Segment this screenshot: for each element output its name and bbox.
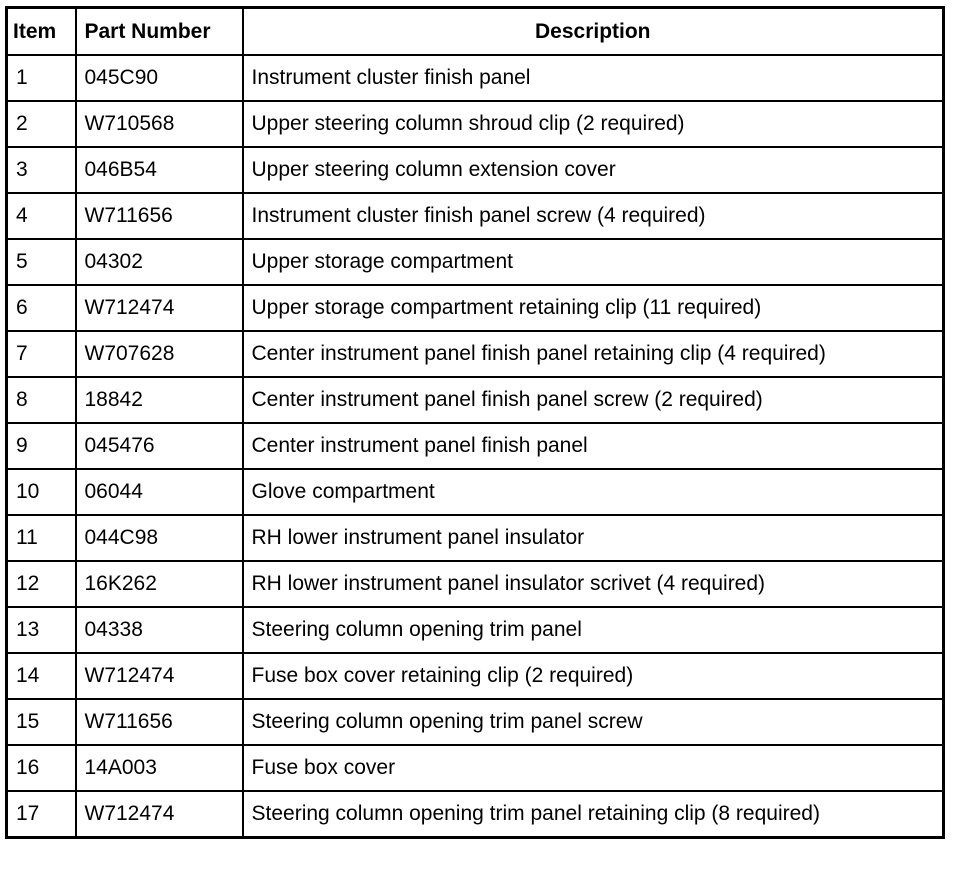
table-row bbox=[7, 239, 944, 285]
table-row bbox=[7, 745, 944, 791]
table-row bbox=[7, 331, 944, 377]
table-row bbox=[7, 469, 944, 515]
description-cell: Fuse box cover bbox=[243, 745, 944, 791]
part-number-cell: 18842 bbox=[76, 377, 243, 423]
part-number-cell: W712474 bbox=[76, 653, 243, 699]
column-header-part-number: Part Number bbox=[76, 8, 243, 56]
item-cell: 15 bbox=[7, 699, 76, 745]
description-cell: Steering column opening trim panel screw bbox=[243, 699, 944, 745]
part-number-cell: 16K262 bbox=[76, 561, 243, 607]
description-cell: Center instrument panel finish panel bbox=[243, 423, 944, 469]
description-cell: Upper steering column extension cover bbox=[243, 147, 944, 193]
item-cell: 13 bbox=[7, 607, 76, 653]
table-row bbox=[7, 285, 944, 331]
description-cell: Upper storage compartment bbox=[243, 239, 944, 285]
description-cell: RH lower instrument panel insulator scrivet (4 required) bbox=[243, 561, 944, 607]
table-row bbox=[7, 147, 944, 193]
part-number-cell: 06044 bbox=[76, 469, 243, 515]
description-cell: Center instrument panel finish panel retaining clip (4 required) bbox=[243, 331, 944, 377]
description-cell: Steering column opening trim panel retaining clip (8 required) bbox=[243, 791, 944, 838]
item-cell: 11 bbox=[7, 515, 76, 561]
column-header-item: Item bbox=[7, 8, 76, 56]
table-row bbox=[7, 699, 944, 745]
description-cell: RH lower instrument panel insulator bbox=[243, 515, 944, 561]
parts-table-container bbox=[5, 6, 945, 839]
item-cell: 2 bbox=[7, 101, 76, 147]
description-cell: Steering column opening trim panel bbox=[243, 607, 944, 653]
table-row bbox=[7, 377, 944, 423]
parts-table bbox=[5, 6, 945, 839]
table-row bbox=[7, 55, 944, 101]
description-cell: Upper steering column shroud clip (2 required) bbox=[243, 101, 944, 147]
part-number-cell: W710568 bbox=[76, 101, 243, 147]
description-cell: Center instrument panel finish panel screw (2 required) bbox=[243, 377, 944, 423]
table-row bbox=[7, 101, 944, 147]
description-cell: Upper storage compartment retaining clip (11 required) bbox=[243, 285, 944, 331]
item-cell: 8 bbox=[7, 377, 76, 423]
item-cell: 1 bbox=[7, 55, 76, 101]
part-number-cell: W707628 bbox=[76, 331, 243, 377]
table-row bbox=[7, 423, 944, 469]
part-number-cell: 04338 bbox=[76, 607, 243, 653]
item-cell: 16 bbox=[7, 745, 76, 791]
column-header-description: Description bbox=[243, 8, 944, 56]
item-cell: 7 bbox=[7, 331, 76, 377]
table-row bbox=[7, 515, 944, 561]
table-row bbox=[7, 561, 944, 607]
part-number-cell: 04302 bbox=[76, 239, 243, 285]
table-row bbox=[7, 653, 944, 699]
item-cell: 17 bbox=[7, 791, 76, 838]
part-number-cell: W712474 bbox=[76, 285, 243, 331]
item-cell: 5 bbox=[7, 239, 76, 285]
part-number-cell: 14A003 bbox=[76, 745, 243, 791]
part-number-cell: W711656 bbox=[76, 193, 243, 239]
part-number-cell: W711656 bbox=[76, 699, 243, 745]
item-cell: 9 bbox=[7, 423, 76, 469]
part-number-cell: W712474 bbox=[76, 791, 243, 838]
item-cell: 14 bbox=[7, 653, 76, 699]
table-row bbox=[7, 791, 944, 838]
description-cell: Instrument cluster finish panel bbox=[243, 55, 944, 101]
item-cell: 4 bbox=[7, 193, 76, 239]
table-row bbox=[7, 193, 944, 239]
part-number-cell: 045C90 bbox=[76, 55, 243, 101]
part-number-cell: 045476 bbox=[76, 423, 243, 469]
table-row bbox=[7, 607, 944, 653]
item-cell: 10 bbox=[7, 469, 76, 515]
part-number-cell: 046B54 bbox=[76, 147, 243, 193]
item-cell: 6 bbox=[7, 285, 76, 331]
description-cell: Glove compartment bbox=[243, 469, 944, 515]
description-cell: Instrument cluster finish panel screw (4 required) bbox=[243, 193, 944, 239]
item-cell: 12 bbox=[7, 561, 76, 607]
item-cell: 3 bbox=[7, 147, 76, 193]
description-cell: Fuse box cover retaining clip (2 required) bbox=[243, 653, 944, 699]
part-number-cell: 044C98 bbox=[76, 515, 243, 561]
table-header-row bbox=[7, 8, 944, 56]
